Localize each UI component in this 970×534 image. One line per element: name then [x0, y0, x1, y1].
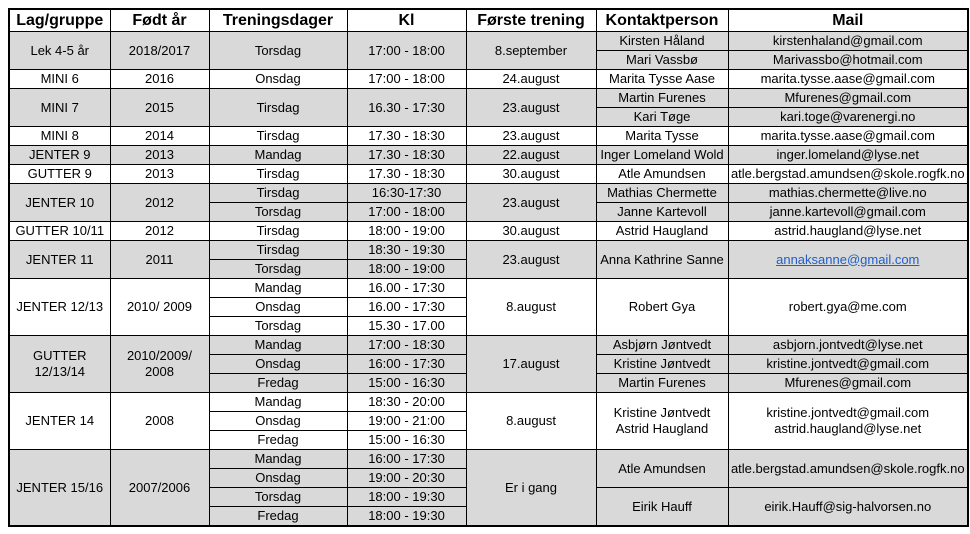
- team-cell: MINI 8: [9, 127, 110, 146]
- table-row: [9, 393, 968, 412]
- team-line: 12/13/14: [34, 364, 86, 379]
- team-cell: [9, 336, 110, 393]
- team-cell: JENTER 15/16: [9, 450, 110, 527]
- time-cell: 18:30 - 19:30: [347, 241, 466, 260]
- contact-cell: Atle Amundsen: [596, 450, 728, 488]
- team-cell: JENTER 14: [9, 393, 110, 450]
- birth-year-cell: 2010/ 2009: [110, 279, 209, 336]
- birth-year-cell: 2013: [110, 146, 209, 165]
- mail-cell: [728, 241, 968, 279]
- header-fodt-ar: Født år: [110, 9, 209, 32]
- mail-line: astrid.haugland@lyse.net: [774, 421, 922, 436]
- birth-year-cell: 2013: [110, 165, 209, 184]
- first-training-cell: 8.september: [466, 32, 596, 70]
- table-row: [9, 222, 968, 241]
- first-training-cell: 30.august: [466, 222, 596, 241]
- time-cell: 17:00 - 18:00: [347, 203, 466, 222]
- time-cell: 18:00 - 19:30: [347, 507, 466, 527]
- first-training-cell: 8.august: [466, 279, 596, 336]
- mail-cell: atle.bergstad.amundsen@skole.rogfk.no: [728, 165, 968, 184]
- birth-year-cell: 2008: [110, 393, 209, 450]
- contact-cell: Mathias Chermette: [596, 184, 728, 203]
- time-cell: 15:00 - 16:30: [347, 431, 466, 450]
- training-day-cell: Onsdag: [209, 355, 347, 374]
- mail-cell: eirik.Hauff@sig-halvorsen.no: [728, 488, 968, 527]
- header-treningsdager: Treningsdager: [209, 9, 347, 32]
- training-day-cell: Mandag: [209, 450, 347, 469]
- first-training-cell: 17.august: [466, 336, 596, 393]
- contact-cell: Asbjørn Jøntvedt: [596, 336, 728, 355]
- first-training-cell: 22.august: [466, 146, 596, 165]
- table-row: [9, 450, 968, 469]
- team-cell: GUTTER 10/11: [9, 222, 110, 241]
- first-training-cell: 23.august: [466, 127, 596, 146]
- table-row: [9, 70, 968, 89]
- team-cell: JENTER 10: [9, 184, 110, 222]
- birth-year-cell: 2007/2006: [110, 450, 209, 527]
- time-cell: 19:00 - 20:30: [347, 469, 466, 488]
- team-cell: Lek 4-5 år: [9, 32, 110, 70]
- contact-cell: Anna Kathrine Sanne: [596, 241, 728, 279]
- time-cell: 17:00 - 18:00: [347, 70, 466, 89]
- birth-year-cell: 2012: [110, 184, 209, 222]
- contact-cell: Martin Furenes: [596, 374, 728, 393]
- first-training-cell: 8.august: [466, 393, 596, 450]
- first-training-cell: 30.august: [466, 165, 596, 184]
- birth-year-line: 2008: [145, 364, 174, 379]
- birth-year-cell: 2016: [110, 70, 209, 89]
- team-line: GUTTER: [33, 348, 87, 363]
- mail-cell: Mfurenes@gmail.com: [728, 374, 968, 393]
- contact-cell: Inger Lomeland Wold: [596, 146, 728, 165]
- training-day-cell: Tirsdag: [209, 184, 347, 203]
- time-cell: 18:00 - 19:30: [347, 488, 466, 507]
- first-training-cell: 23.august: [466, 241, 596, 279]
- time-cell: 16:00 - 17:30: [347, 355, 466, 374]
- team-cell: MINI 6: [9, 70, 110, 89]
- mail-cell: asbjorn.jontvedt@lyse.net: [728, 336, 968, 355]
- training-day-cell: Tirsdag: [209, 222, 347, 241]
- contact-cell: Atle Amundsen: [596, 165, 728, 184]
- mail-cell: Mfurenes@gmail.com: [728, 89, 968, 108]
- contact-cell: Marita Tysse Aase: [596, 70, 728, 89]
- training-day-cell: Torsdag: [209, 488, 347, 507]
- birth-year-cell: 2011: [110, 241, 209, 279]
- contact-line: Kristine Jøntvedt: [613, 405, 711, 420]
- birth-year-cell: 2015: [110, 89, 209, 127]
- training-day-cell: Tirsdag: [209, 241, 347, 260]
- training-day-cell: Mandag: [209, 146, 347, 165]
- training-day-cell: Onsdag: [209, 469, 347, 488]
- table-row: [9, 241, 968, 260]
- training-day-cell: Onsdag: [209, 412, 347, 431]
- table-row: [9, 146, 968, 165]
- header-kl: Kl: [347, 9, 466, 32]
- first-training-cell: Er i gang: [466, 450, 596, 527]
- training-day-cell: Fredag: [209, 431, 347, 450]
- birth-year-cell: [110, 336, 209, 393]
- time-cell: 17.30 - 18:30: [347, 165, 466, 184]
- team-cell: JENTER 11: [9, 241, 110, 279]
- contact-line: Astrid Haugland: [615, 421, 709, 436]
- contact-cell: Marita Tysse: [596, 127, 728, 146]
- contact-cell: [596, 393, 728, 450]
- mail-cell: astrid.haugland@lyse.net: [728, 222, 968, 241]
- header-mail: Mail: [728, 9, 968, 32]
- mail-cell: [728, 393, 968, 450]
- training-day-cell: Tirsdag: [209, 165, 347, 184]
- table-row: [9, 89, 968, 108]
- mail-cell: kristine.jontvedt@gmail.com: [728, 355, 968, 374]
- first-training-cell: 23.august: [466, 184, 596, 222]
- birth-year-cell: 2018/2017: [110, 32, 209, 70]
- time-cell: 15:00 - 16:30: [347, 374, 466, 393]
- first-training-cell: 23.august: [466, 89, 596, 127]
- training-day-cell: Onsdag: [209, 70, 347, 89]
- mail-cell: atle.bergstad.amundsen@skole.rogfk.no: [728, 450, 968, 488]
- team-cell: JENTER 12/13: [9, 279, 110, 336]
- header-kontaktperson: Kontaktperson: [596, 9, 728, 32]
- team-cell: MINI 7: [9, 89, 110, 127]
- team-cell: JENTER 9: [9, 146, 110, 165]
- mail-link[interactable]: annaksanne@gmail.com: [776, 251, 920, 267]
- time-cell: 16:30-17:30: [347, 184, 466, 203]
- contact-cell: Astrid Haugland: [596, 222, 728, 241]
- birth-year-cell: 2014: [110, 127, 209, 146]
- table-row: [9, 279, 968, 298]
- first-training-cell: 24.august: [466, 70, 596, 89]
- time-cell: 18:00 - 19:00: [347, 260, 466, 279]
- training-day-cell: Fredag: [209, 507, 347, 527]
- mail-cell: marita.tysse.aase@gmail.com: [728, 70, 968, 89]
- header-lag-gruppe: Lag/gruppe: [9, 9, 110, 32]
- birth-year-line: 2010/2009/: [126, 348, 193, 363]
- contact-cell: Kirsten Håland: [596, 32, 728, 51]
- mail-cell: kirstenhaland@gmail.com: [728, 32, 968, 51]
- table-row: [9, 336, 968, 355]
- training-day-cell: Torsdag: [209, 32, 347, 70]
- time-cell: 19:00 - 21:00: [347, 412, 466, 431]
- training-day-cell: Torsdag: [209, 203, 347, 222]
- table-row: [9, 184, 968, 203]
- training-schedule-table: [8, 8, 969, 527]
- header-forste-trening: Første trening: [466, 9, 596, 32]
- training-day-cell: Mandag: [209, 279, 347, 298]
- time-cell: 17.30 - 18:30: [347, 146, 466, 165]
- training-day-cell: Tirsdag: [209, 127, 347, 146]
- training-day-cell: Onsdag: [209, 298, 347, 317]
- mail-cell: kari.toge@varenergi.no: [728, 108, 968, 127]
- table-row: [9, 32, 968, 51]
- time-cell: 16:00 - 17:30: [347, 450, 466, 469]
- training-day-cell: Torsdag: [209, 317, 347, 336]
- training-day-cell: Torsdag: [209, 260, 347, 279]
- time-cell: 16.30 - 17:30: [347, 89, 466, 127]
- header-row: [9, 9, 968, 32]
- contact-cell: Janne Kartevoll: [596, 203, 728, 222]
- birth-year-cell: 2012: [110, 222, 209, 241]
- mail-cell: marita.tysse.aase@gmail.com: [728, 127, 968, 146]
- table-row: [9, 127, 968, 146]
- time-cell: 16.00 - 17:30: [347, 298, 466, 317]
- time-cell: 17:00 - 18:30: [347, 336, 466, 355]
- training-day-cell: Tirsdag: [209, 89, 347, 127]
- contact-cell: Kari Tøge: [596, 108, 728, 127]
- mail-cell: Marivassbo@hotmail.com: [728, 51, 968, 70]
- team-cell: GUTTER 9: [9, 165, 110, 184]
- mail-cell: robert.gya@me.com: [728, 279, 968, 336]
- contact-cell: Eirik Hauff: [596, 488, 728, 527]
- training-day-cell: Fredag: [209, 374, 347, 393]
- time-cell: 16.00 - 17:30: [347, 279, 466, 298]
- training-day-cell: Mandag: [209, 393, 347, 412]
- mail-cell: mathias.chermette@live.no: [728, 184, 968, 203]
- contact-cell: Robert Gya: [596, 279, 728, 336]
- training-day-cell: Mandag: [209, 336, 347, 355]
- mail-cell: inger.lomeland@lyse.net: [728, 146, 968, 165]
- mail-line: kristine.jontvedt@gmail.com: [766, 405, 930, 420]
- contact-cell: Martin Furenes: [596, 89, 728, 108]
- time-cell: 17.30 - 18:30: [347, 127, 466, 146]
- time-cell: 18:00 - 19:00: [347, 222, 466, 241]
- contact-cell: Mari Vassbø: [596, 51, 728, 70]
- time-cell: 18:30 - 20:00: [347, 393, 466, 412]
- contact-cell: Kristine Jøntvedt: [596, 355, 728, 374]
- mail-cell: janne.kartevoll@gmail.com: [728, 203, 968, 222]
- table-row: [9, 165, 968, 184]
- time-cell: 15.30 - 17.00: [347, 317, 466, 336]
- time-cell: 17:00 - 18:00: [347, 32, 466, 70]
